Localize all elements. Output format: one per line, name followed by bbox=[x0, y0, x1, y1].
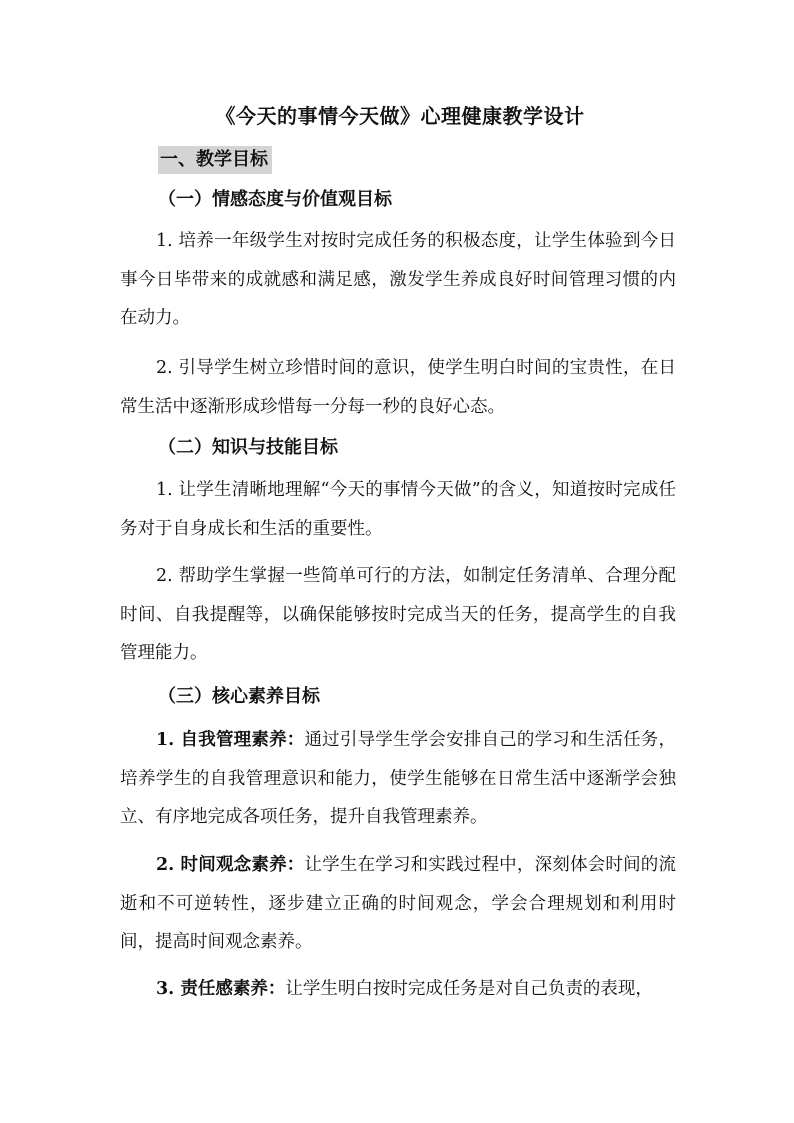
core-2-text: 让学生在学习和实践过程中，深刻体会时间的流逝和不可逆转性，逐步建立正确的时间观念，学会合理规划和利用时间，提高时间观念素养。 bbox=[120, 855, 676, 952]
subheading-attitude-values: （一）情感态度与价值观目标 bbox=[158, 189, 392, 210]
paragraph-core-1 bbox=[120, 721, 676, 837]
paragraph-core-3 bbox=[120, 970, 676, 1009]
subheading-core-competency: （三）核心素养目标 bbox=[158, 686, 320, 707]
core-3-text: 让学生明白按时完成任务是对自己负责的表现， bbox=[285, 979, 653, 999]
document-title: 《今天的事情今天做》心理健康教学设计 bbox=[215, 104, 585, 128]
core-1-text: 通过引导学生学会安排自己的学习和生活任务，培养学生的自我管理意识和能力，使学生能够在日常生活中逐渐学会独立、有序地完成各项任务，提升自我管理素养。 bbox=[120, 730, 676, 827]
paragraph-attitude-1: 1. 培养一年级学生对按时完成任务的积极态度，让学生体验到今日事今日毕带来的成就感和满足感，激发学生养成良好时间管理习惯的内在动力。 bbox=[120, 231, 676, 328]
core-2-lead: 2. 时间观念素养： bbox=[156, 855, 305, 875]
paragraph-attitude-2: 2. 引导学生树立珍惜时间的意识，使学生明白时间的宝贵性，在日常生活中逐渐形成珍惜每一分每一秒的良好心态。 bbox=[120, 358, 676, 417]
section-heading-teaching-goals: 一、教学目标 bbox=[158, 146, 272, 174]
paragraph-knowledge-2: 2. 帮助学生掌握一些简单可行的方法，如制定任务清单、合理分配时间、自我提醒等，以确保能够按时完成当天的任务，提高学生的自我管理能力。 bbox=[120, 566, 676, 663]
subheading-knowledge-skills: （二）知识与技能目标 bbox=[158, 437, 338, 458]
paragraph-knowledge-1: 1. 让学生清晰地理解“今天的事情今天做”的含义，知道按时完成任务对于自身成长和生活的重要性。 bbox=[120, 480, 676, 539]
paragraph-core-2 bbox=[120, 846, 676, 962]
core-1-lead: 1. 自我管理素养： bbox=[156, 730, 305, 750]
core-3-lead: 3. 责任感素养： bbox=[156, 979, 286, 999]
